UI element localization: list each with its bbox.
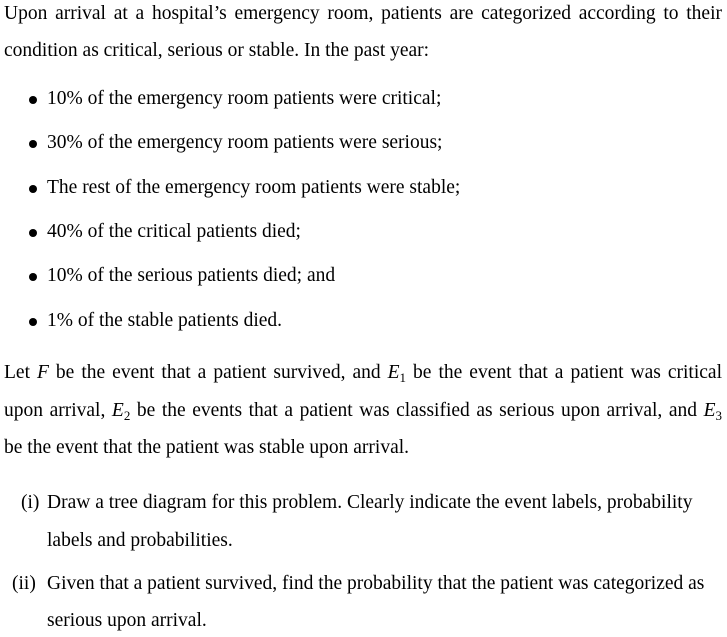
bullet-text: 30% of the emergency room patients were serious; <box>47 132 443 153</box>
definition-line-1: Let F be the event that a patient survived, and $E_1$ be the event that a patient was critical <box>4 362 723 385</box>
bullet-icon <box>29 273 37 281</box>
bullet-icon <box>29 185 37 193</box>
question-number: (ii) <box>12 573 36 594</box>
bullet-text: 1% of the stable patients died. <box>47 310 283 331</box>
event-e2: E <box>111 400 124 421</box>
question-text-line-1: Draw a tree diagram for this problem. Clearly indicate the event labels, probability <box>47 492 693 513</box>
question-text-line-2: labels and probabilities. <box>47 530 233 551</box>
bullet-icon <box>29 318 37 326</box>
question-text-line-2: serious upon arrival. <box>47 610 207 631</box>
question-text-line-1: Given that a patient survived, find the probability that the patient was categorized as <box>47 573 705 594</box>
definition-line-3: be the event that the patient was stable upon arrival. <box>4 437 410 458</box>
bullet-text: 10% of the serious patients died; and <box>47 265 336 286</box>
bullet-text: The rest of the emergency room patients were stable; <box>47 177 461 198</box>
event-f: F <box>37 362 49 383</box>
intro-line-2: condition as critical, serious or stable. In the past year: <box>4 40 430 61</box>
question-number: (i) <box>21 492 40 513</box>
bullet-icon <box>29 140 37 148</box>
bullet-icon <box>29 229 37 237</box>
definition-line-2: upon arrival, $E_2$ be the events that a patient was classified as serious upon arrival, and $E_3$ <box>4 400 722 423</box>
event-e3: E <box>703 400 716 421</box>
bullet-icon <box>29 96 37 104</box>
event-e1: E <box>387 362 400 383</box>
intro-line-1: Upon arrival at a hospital’s emergency room, patients are categorized according to their <box>4 3 722 24</box>
bullet-text: 40% of the critical patients died; <box>47 221 301 242</box>
bullet-text: 10% of the emergency room patients were critical; <box>47 88 442 109</box>
